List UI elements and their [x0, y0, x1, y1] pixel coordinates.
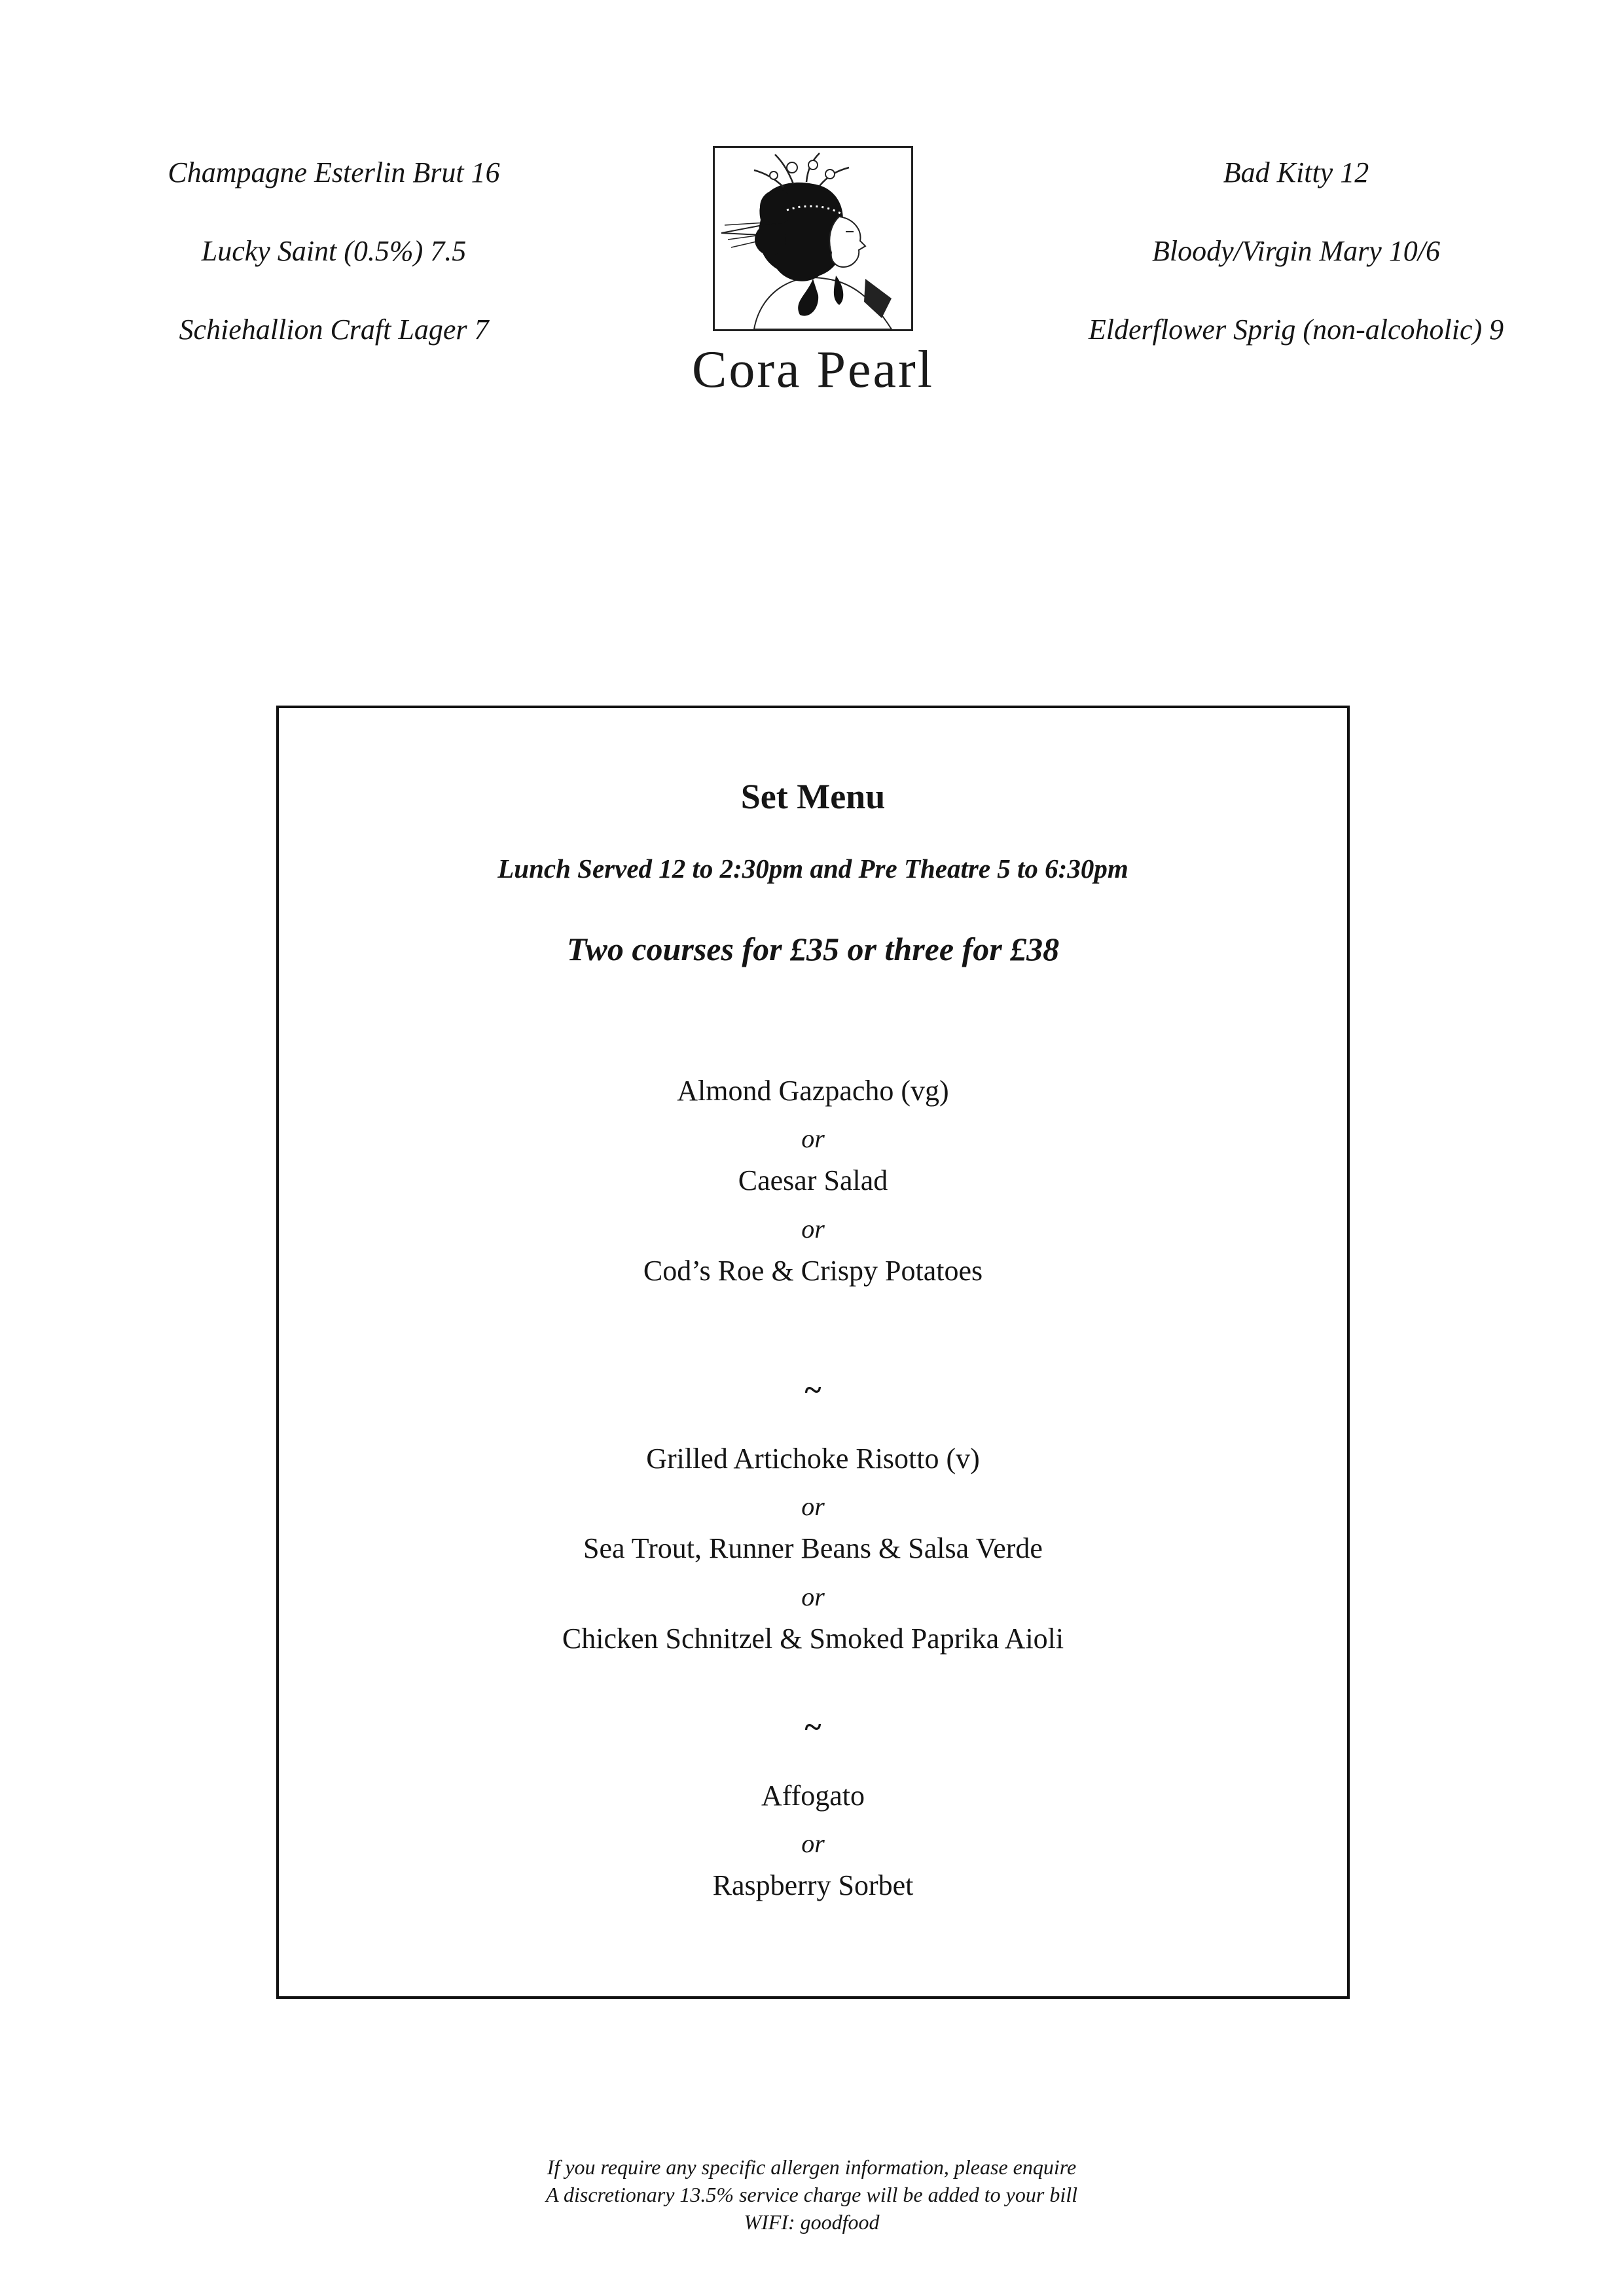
main-item: Sea Trout, Runner Beans & Salsa Verde	[583, 1532, 1043, 1564]
drink-item: Champagne Esterlin Brut 16	[168, 156, 500, 188]
or-label: or	[801, 1124, 825, 1153]
main-item: Grilled Artichoke Risotto (v)	[646, 1443, 980, 1475]
footer	[419, 2153, 1204, 2236]
main-item: Chicken Schnitzel & Smoked Paprika Aioli	[562, 1623, 1064, 1655]
service-charge-notice: A discretionary 13.5% service charge will be added to your bill	[546, 2183, 1077, 2206]
starter-item: Almond Gazpacho (vg)	[677, 1075, 949, 1107]
starter-item: Caesar Salad	[738, 1164, 888, 1196]
drink-item: Schiehallion Craft Lager 7	[179, 314, 489, 346]
allergen-notice: If you require any specific allergen information, please enquire	[547, 2155, 1077, 2179]
drink-item: Bad Kitty 12	[1223, 156, 1369, 188]
dessert-item: Raspberry Sorbet	[712, 1869, 914, 1901]
menu-price: Two courses for £35 or three for £38	[566, 931, 1060, 967]
menu-subtitle: Lunch Served 12 to 2:30pm and Pre Theatre 5 to 6:30pm	[497, 853, 1128, 884]
menu-title: Set Menu	[740, 777, 886, 816]
wifi-info: WIFI: goodfood	[744, 2210, 880, 2234]
or-label: or	[801, 1582, 825, 1611]
drink-item: Elderflower Sprig (non-alcoholic) 9	[1088, 314, 1504, 346]
course-separator: ~	[804, 1710, 821, 1744]
course-separator: ~	[804, 1372, 821, 1407]
drink-item: Lucky Saint (0.5%) 7.5	[201, 235, 467, 267]
logo-portrait-illustration	[715, 148, 911, 329]
logo-wordmark: Cora Pearl	[692, 341, 934, 399]
or-label: or	[801, 1214, 825, 1244]
starter-item: Cod’s Roe & Crispy Potatoes	[643, 1255, 983, 1287]
dessert-item: Affogato	[761, 1780, 865, 1812]
logo	[713, 146, 913, 331]
or-label: or	[801, 1829, 825, 1858]
drink-item: Bloody/Virgin Mary 10/6	[1152, 235, 1440, 267]
or-label: or	[801, 1492, 825, 1521]
